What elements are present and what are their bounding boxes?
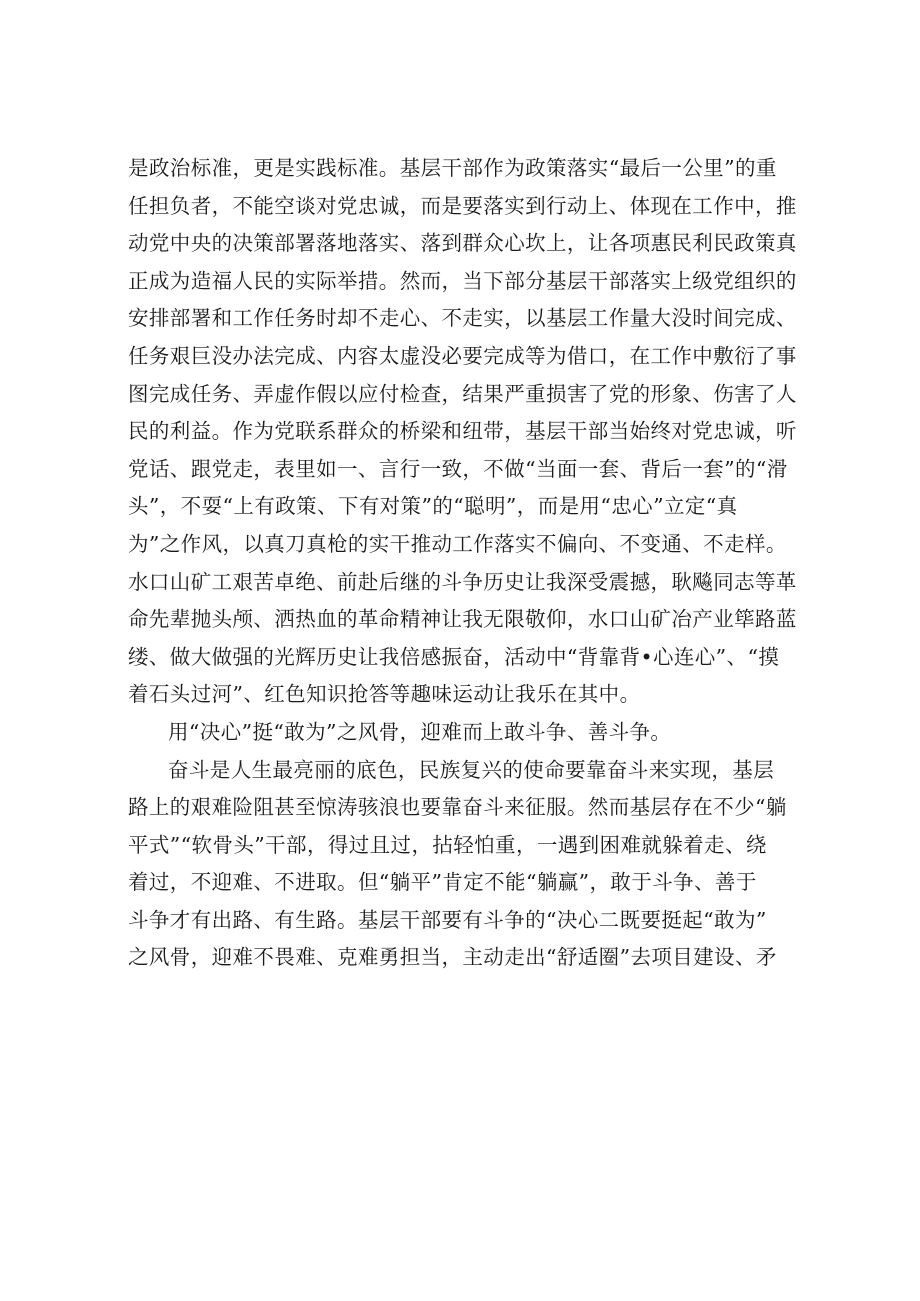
text-line: 斗争才有出路、有生路。基层干部要有斗争的“决心二既要挺起“敢为” (128, 907, 767, 932)
text-line: 民的利益。作为党联系群众的桥梁和纽带，基层干部当始终对党忠诚，听 (128, 419, 797, 444)
text-line: 动党中央的决策部署落地落实、落到群众心坎上，让各项惠民利民政策真 (128, 231, 797, 256)
text-line: 奋斗是人生最亮丽的底色，民族复兴的使命要靠奋斗来实现，基层 (168, 757, 775, 782)
paragraph-1 (128, 150, 808, 714)
text-line: 路上的艰难险阻甚至惊涛骇浪也要靠奋斗来征服。然而基层存在不少“躺 (128, 795, 787, 820)
text-line: 图完成任务、弄虚作假以应付检查，结果严重损害了党的形象、伤害了人 (128, 381, 797, 406)
section-heading: 用“决心”挺“敢为”之风骨，迎难而上敢斗争、善斗争。 (168, 719, 672, 744)
text-line: 党话、跟党走，表里如一、言行一致，不做“当面一套、背后一套”的“滑 (128, 456, 788, 481)
text-line: 平式”“软骨头”干部，得过且过，拈轻怕重，一遇到困难就躲着走、绕 (128, 832, 767, 857)
text-line: 为”之作风，以真刀真枪的实干推动工作落实不偏向、不变通、不走样。 (128, 531, 787, 556)
text-line: 正成为造福人民的实际举措。然而，当下部分基层干部落实上级党组织的 (128, 268, 797, 293)
text-line: 缕、做大做强的光辉历史让我倍感振奋，活动中“背靠背•心连心”、“摸 (128, 644, 780, 669)
text-line: 安排部署和工作任务时却不走心、不走实，以基层工作量大没时间完成、 (128, 306, 797, 331)
document-body (128, 150, 808, 977)
paragraph-2 (128, 752, 808, 978)
text-line: 任务艰巨没办法完成、内容太虚没必要完成等为借口，在工作中敷衍了事 (128, 343, 797, 368)
text-line: 命先辈抛头颅、洒热血的革命精神让我无限敬仰，水口山矿冶产业筚路蓝 (128, 607, 797, 632)
text-line: 之风骨，迎难不畏难、克难勇担当，主动走出“舒适圈”去项目建设、矛 (128, 945, 777, 970)
text-line: 是政治标准，更是实践标准。基层干部作为政策落实“最后一公里”的重 (128, 156, 777, 180)
text-line: 水口山矿工艰苦卓绝、前赴后继的斗争历史让我深受震撼，耿飚同志等革 (128, 569, 797, 594)
text-line: 着石头过河”、红色知识抢答等趣味运动让我乐在其中。 (128, 682, 641, 707)
text-line: 着过，不迎难、不进取。但“躺平”肯定不能“躺赢”，敢于斗争、善于 (128, 870, 757, 895)
text-line: 任担负者，不能空谈对党忠诚，而是要落实到行动上、体现在工作中，推 (128, 193, 797, 218)
text-line: 头”，不耍“上有政策、下有对策”的“聪明”，而是用“忠心”立定“真 (128, 494, 738, 519)
